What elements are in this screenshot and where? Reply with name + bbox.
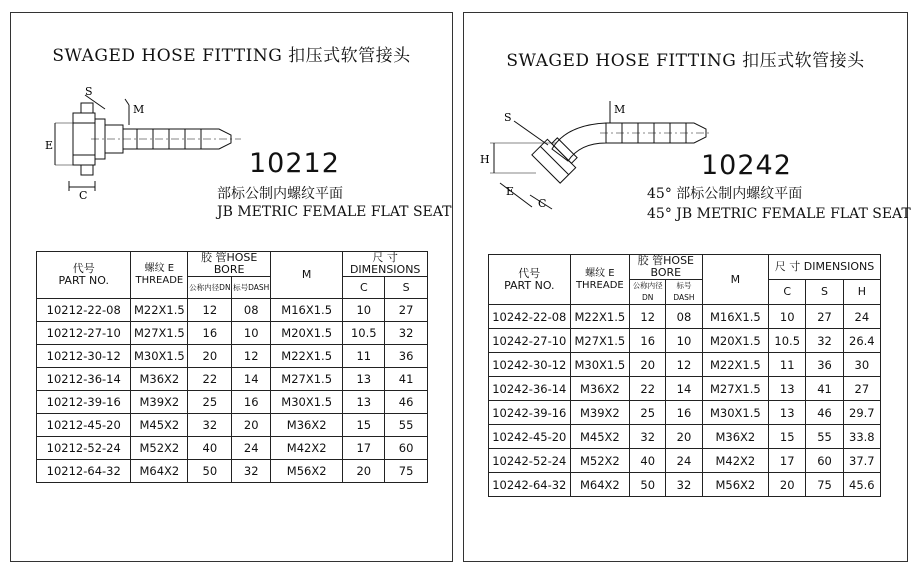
- table-cell: M20X1.5: [702, 329, 769, 353]
- table-cell: 08: [666, 305, 702, 329]
- table-cell: 10: [666, 329, 702, 353]
- table-cell: 75: [385, 460, 428, 483]
- table-cell: 20: [343, 460, 385, 483]
- dim-label-m: M: [614, 103, 626, 116]
- table-cell: 20: [630, 353, 666, 377]
- table-cell: M27X1.5: [131, 322, 188, 345]
- table-cell: 41: [385, 368, 428, 391]
- table-cell: M27X1.5: [570, 329, 629, 353]
- table-cell: 55: [385, 414, 428, 437]
- table-cell: 24: [843, 305, 880, 329]
- table-cell: 16: [188, 322, 232, 345]
- table-cell: M45X2: [570, 425, 629, 449]
- table-cell: 27: [385, 299, 428, 322]
- header-thread: 螺纹 E THREADE: [131, 252, 188, 299]
- table-cell: 10: [769, 305, 806, 329]
- table-cell: 22: [188, 368, 232, 391]
- table-cell: M30X1.5: [570, 353, 629, 377]
- header-c: C: [769, 280, 806, 305]
- table-cell: M39X2: [131, 391, 188, 414]
- description-cn: 部标公制内螺纹平面: [217, 186, 343, 202]
- dim-label-c: C: [538, 197, 547, 210]
- table-cell: M27X1.5: [270, 368, 342, 391]
- table-cell: 32: [630, 425, 666, 449]
- table-row: [489, 473, 881, 497]
- table-cell: 10242-52-24: [489, 449, 571, 473]
- table-cell: 20: [769, 473, 806, 497]
- table-cell: 20: [188, 345, 232, 368]
- table-cell: 20: [666, 425, 702, 449]
- table-cell: 37.7: [843, 449, 880, 473]
- table-row: [489, 329, 881, 353]
- dim-label-s: S: [504, 111, 512, 124]
- table-cell: 10212-36-14: [37, 368, 131, 391]
- table-row: [37, 414, 428, 437]
- table-cell: 13: [343, 391, 385, 414]
- table-cell: 60: [385, 437, 428, 460]
- header-thread: 螺纹 E THREADE: [570, 255, 629, 305]
- table-cell: 32: [232, 460, 271, 483]
- header-dimensions: 尺 寸 DIMENSIONS: [769, 255, 881, 280]
- table-cell: 10242-30-12: [489, 353, 571, 377]
- table-cell: M22X1.5: [702, 353, 769, 377]
- table-cell: 32: [806, 329, 843, 353]
- dim-label-e: E: [45, 139, 54, 152]
- table-cell: 46: [806, 401, 843, 425]
- table-cell: 13: [343, 368, 385, 391]
- table-cell: 11: [343, 345, 385, 368]
- part-series-code: 10212: [249, 148, 340, 179]
- table-cell: 33.8: [843, 425, 880, 449]
- panel-title: SWAGED HOSE FITTING 扣压式软管接头: [52, 46, 411, 66]
- table-cell: M36X2: [131, 368, 188, 391]
- table-cell: 24: [666, 449, 702, 473]
- table-cell: 14: [666, 377, 702, 401]
- table-cell: 10212-52-24: [37, 437, 131, 460]
- table-row: [37, 368, 428, 391]
- table-cell: 24: [232, 437, 271, 460]
- panel-10242: [463, 12, 911, 562]
- table-cell: M22X1.5: [131, 299, 188, 322]
- header-s: S: [806, 280, 843, 305]
- header-hose-bore: 胶 管HOSE BORE: [188, 252, 271, 277]
- table-cell: 16: [666, 401, 702, 425]
- header-s: S: [385, 277, 428, 299]
- table-cell: 10212-39-16: [37, 391, 131, 414]
- table-cell: 10242-27-10: [489, 329, 571, 353]
- table-cell: 17: [769, 449, 806, 473]
- table-cell: 10212-22-08: [37, 299, 131, 322]
- part-series-code: 10242: [701, 150, 792, 181]
- table-cell: 55: [806, 425, 843, 449]
- table-cell: 12: [666, 353, 702, 377]
- table-cell: 22: [630, 377, 666, 401]
- panel-10212: [10, 12, 453, 562]
- panel-title: SWAGED HOSE FITTING 扣压式软管接头: [506, 51, 865, 71]
- header-dn: 公称内径 DN: [630, 280, 666, 305]
- table-cell: 29.7: [843, 401, 880, 425]
- table-cell: 45.6: [843, 473, 880, 497]
- table-row: [489, 401, 881, 425]
- table-cell: 50: [630, 473, 666, 497]
- table-row: [37, 391, 428, 414]
- dim-label-m: M: [133, 103, 145, 116]
- table-cell: 32: [188, 414, 232, 437]
- table-cell: M20X1.5: [270, 322, 342, 345]
- spec-table: [36, 251, 428, 483]
- table-cell: M30X1.5: [270, 391, 342, 414]
- description-en: JB METRIC FEMALE FLAT SEAT: [217, 204, 452, 220]
- description-cn: 45° 部标公制内螺纹平面: [647, 186, 803, 202]
- table-cell: M22X1.5: [270, 345, 342, 368]
- table-row: [489, 305, 881, 329]
- table-cell: 10242-64-32: [489, 473, 571, 497]
- header-hose-bore: 胶 管HOSE BORE: [630, 255, 703, 280]
- table-cell: M36X2: [570, 377, 629, 401]
- description-en: 45° JB METRIC FEMALE FLAT SEAT: [647, 206, 911, 222]
- table-cell: M16X1.5: [702, 305, 769, 329]
- table-cell: M56X2: [270, 460, 342, 483]
- table-cell: M64X2: [131, 460, 188, 483]
- table-cell: 17: [343, 437, 385, 460]
- header-dash: 标号 DASH: [666, 280, 702, 305]
- table-cell: 16: [630, 329, 666, 353]
- table-cell: 12: [630, 305, 666, 329]
- table-cell: M42X2: [270, 437, 342, 460]
- dim-label-h: H: [480, 153, 490, 166]
- header-c: C: [343, 277, 385, 299]
- table-cell: 25: [188, 391, 232, 414]
- table-cell: M56X2: [702, 473, 769, 497]
- dim-label-e: E: [506, 185, 515, 198]
- header-part-no: 代号 PART NO.: [489, 255, 571, 305]
- header-m: M: [270, 252, 342, 299]
- dim-label-s: S: [85, 85, 93, 98]
- table-cell: 10.5: [343, 322, 385, 345]
- table-cell: 13: [769, 377, 806, 401]
- table-row: [489, 353, 881, 377]
- table-cell: 15: [343, 414, 385, 437]
- table-cell: 25: [630, 401, 666, 425]
- table-cell: 41: [806, 377, 843, 401]
- table-cell: 30: [843, 353, 880, 377]
- header-m: M: [702, 255, 769, 305]
- spec-table: [488, 254, 881, 497]
- dim-label-c: C: [79, 189, 88, 202]
- table-cell: M52X2: [131, 437, 188, 460]
- table-row: [489, 377, 881, 401]
- table-row: [489, 425, 881, 449]
- header-dimensions: 尺 寸DIMENSIONS: [343, 252, 428, 277]
- header-h: H: [843, 280, 880, 305]
- table-cell: 10: [343, 299, 385, 322]
- table-cell: 10212-64-32: [37, 460, 131, 483]
- table-cell: 75: [806, 473, 843, 497]
- table-cell: 10242-45-20: [489, 425, 571, 449]
- table-cell: M36X2: [702, 425, 769, 449]
- table-row: [37, 437, 428, 460]
- table-row: [37, 345, 428, 368]
- table-row: [489, 449, 881, 473]
- table-cell: 46: [385, 391, 428, 414]
- table-cell: M30X1.5: [702, 401, 769, 425]
- table-cell: M39X2: [570, 401, 629, 425]
- table-cell: 13: [769, 401, 806, 425]
- table-cell: M36X2: [270, 414, 342, 437]
- table-cell: 10242-22-08: [489, 305, 571, 329]
- table-cell: 10212-45-20: [37, 414, 131, 437]
- table-cell: 12: [232, 345, 271, 368]
- table-cell: 14: [232, 368, 271, 391]
- table-cell: 16: [232, 391, 271, 414]
- table-cell: 40: [630, 449, 666, 473]
- table-cell: 32: [385, 322, 428, 345]
- table-cell: 10212-27-10: [37, 322, 131, 345]
- table-cell: 36: [385, 345, 428, 368]
- table-cell: M52X2: [570, 449, 629, 473]
- table-cell: M22X1.5: [570, 305, 629, 329]
- table-cell: 08: [232, 299, 271, 322]
- table-row: [37, 460, 428, 483]
- table-cell: 20: [232, 414, 271, 437]
- table-cell: 32: [666, 473, 702, 497]
- table-cell: M42X2: [702, 449, 769, 473]
- table-row: [37, 322, 428, 345]
- table-cell: 36: [806, 353, 843, 377]
- table-cell: 10212-30-12: [37, 345, 131, 368]
- table-cell: 10.5: [769, 329, 806, 353]
- table-cell: 12: [188, 299, 232, 322]
- table-cell: 40: [188, 437, 232, 460]
- table-cell: M27X1.5: [702, 377, 769, 401]
- table-cell: 27: [806, 305, 843, 329]
- table-row: [37, 299, 428, 322]
- header-part-no: 代号 PART NO.: [37, 252, 131, 299]
- table-cell: 26.4: [843, 329, 880, 353]
- table-cell: 10242-36-14: [489, 377, 571, 401]
- table-cell: M64X2: [570, 473, 629, 497]
- table-cell: 50: [188, 460, 232, 483]
- table-cell: 27: [843, 377, 880, 401]
- table-cell: M16X1.5: [270, 299, 342, 322]
- header-dn: 公称内径DN: [188, 277, 232, 299]
- table-cell: 10242-39-16: [489, 401, 571, 425]
- table-cell: M45X2: [131, 414, 188, 437]
- table-cell: 60: [806, 449, 843, 473]
- table-cell: 11: [769, 353, 806, 377]
- table-cell: 15: [769, 425, 806, 449]
- header-dash: 标号DASH: [232, 277, 271, 299]
- table-cell: M30X1.5: [131, 345, 188, 368]
- table-cell: 10: [232, 322, 271, 345]
